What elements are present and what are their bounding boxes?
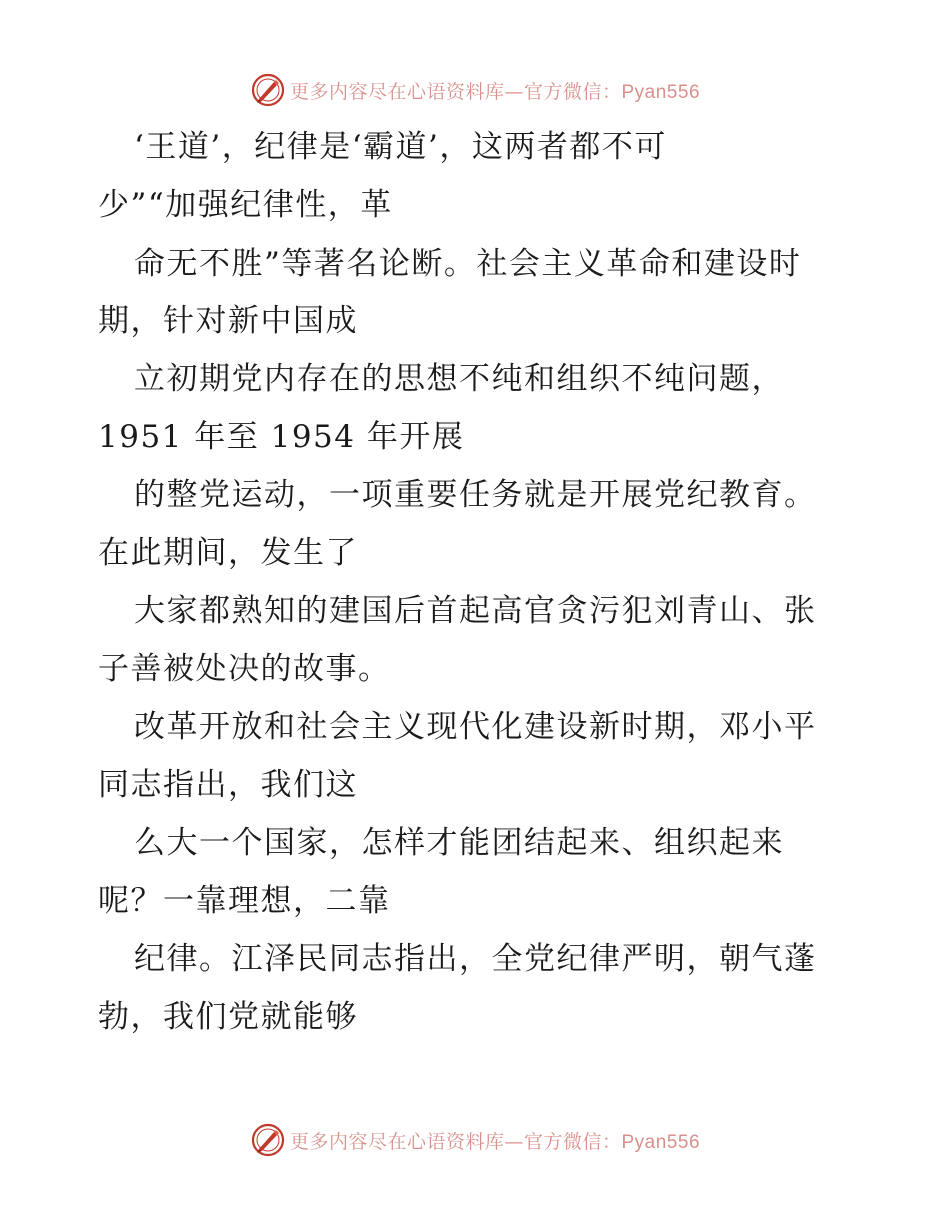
body-line: 么大一个国家，怎样才能团结起来、组织起来 xyxy=(134,825,784,861)
body-line: 期，针对新中国成 xyxy=(98,303,358,339)
body-line: 同志指出，我们这 xyxy=(98,767,358,803)
body-line: 少”“加强纪律性，革 xyxy=(98,187,393,223)
body-line: 呢？一靠理想，二靠 xyxy=(98,883,391,919)
body-line: 大家都熟知的建国后首起高官贪污犯刘青山、张 xyxy=(134,593,817,629)
body-line: 1951 年至 1954 年开展 xyxy=(98,419,465,455)
header-banner xyxy=(0,70,950,110)
body-line: 的整党运动，一项重要任务就是开展党纪教育。 xyxy=(134,477,817,513)
header-banner-label: 更多内容尽在心语资料库—官方微信： xyxy=(289,80,622,103)
body-line: ‘王道’，纪律是‘霸道’，这两者都不可 xyxy=(134,129,667,165)
body-line: 命无不胜”等著名论断。社会主义革命和建设时 xyxy=(134,246,802,282)
footer-banner-label: 更多内容尽在心语资料库—官方微信： xyxy=(289,1130,622,1153)
header-banner-inner xyxy=(250,72,700,108)
pen-logo-icon xyxy=(250,1122,286,1158)
body-line: 在此期间，发生了 xyxy=(98,535,358,571)
body-line: 立初期党内存在的思想不纯和组织不纯问题， xyxy=(134,361,784,397)
footer-banner xyxy=(0,1120,950,1160)
header-wechat-id: Pyan556 xyxy=(621,81,701,103)
body-line: 纪律。江泽民同志指出，全党纪律严明，朝气蓬 xyxy=(134,941,817,977)
body-line: 改革开放和社会主义现代化建设新时期，邓小平 xyxy=(134,709,817,745)
pen-logo-icon xyxy=(250,72,286,108)
body-line: 子善被处决的故事。 xyxy=(98,651,391,687)
header-banner-text xyxy=(290,77,700,104)
body-line: 勃，我们党就能够 xyxy=(98,999,358,1035)
footer-wechat-id: Pyan556 xyxy=(621,1131,701,1153)
footer-banner-text xyxy=(290,1127,700,1154)
footer-banner-inner xyxy=(250,1122,700,1158)
